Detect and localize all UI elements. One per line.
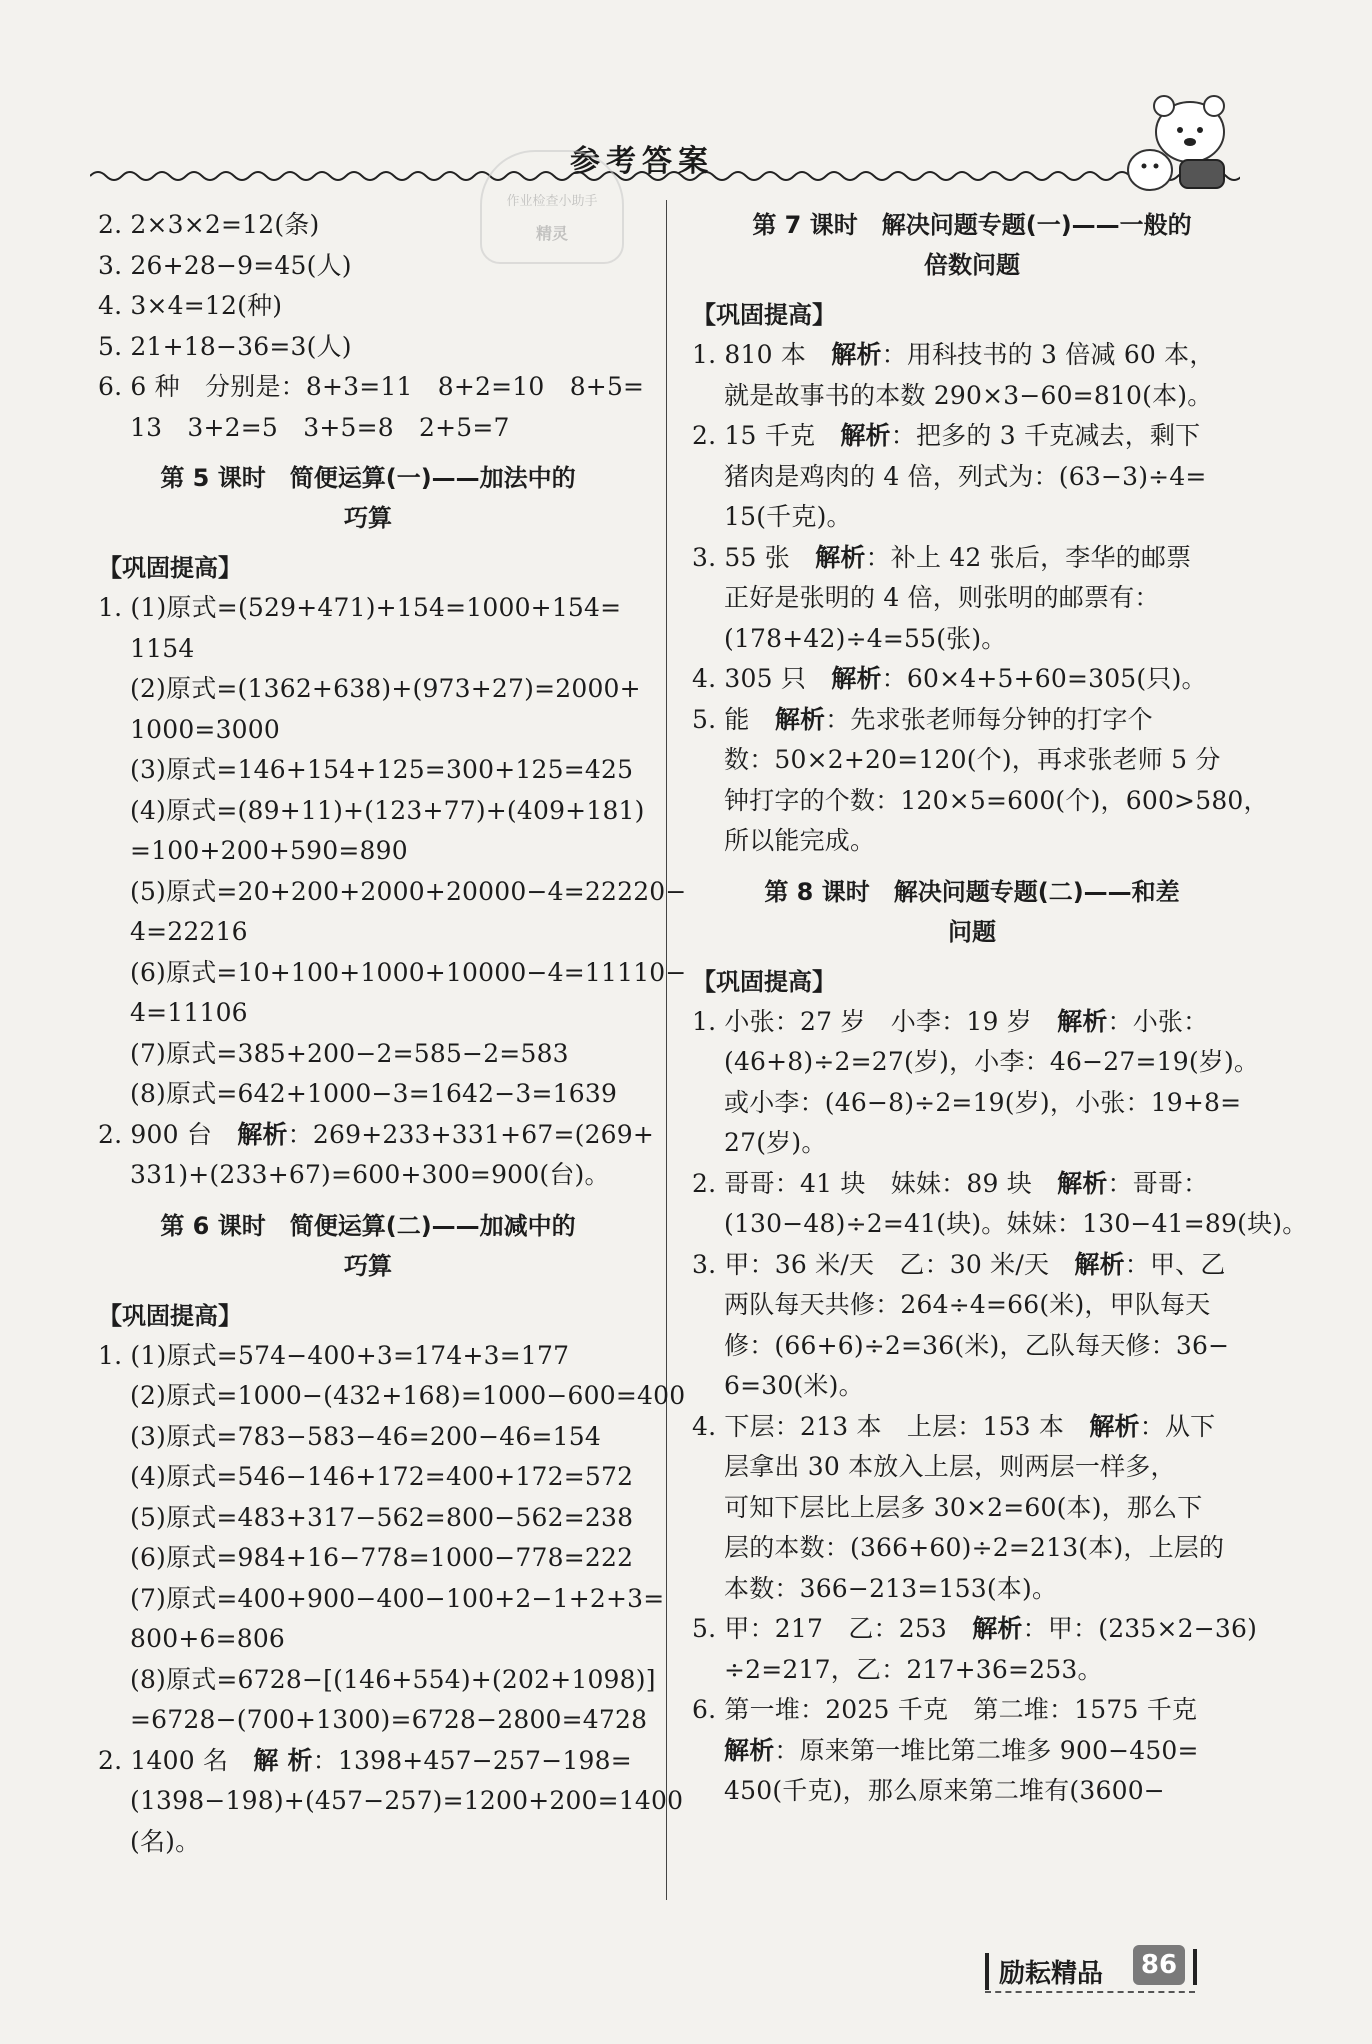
answer-value: 4. 下层：213 本 上层：153 本 xyxy=(692,1411,1090,1441)
answer-line: 正好是张明的 4 倍，则张明的邮票有： xyxy=(724,583,1160,612)
answer-line xyxy=(692,335,1252,376)
analysis-label: 解析 xyxy=(831,664,882,693)
answer-line: 4=22216 xyxy=(130,917,248,946)
analysis-text: ：60×4+5+60=305(只)。 xyxy=(881,664,1207,693)
answer-line: 就是故事书的本数 290×3−60=810(本)。 xyxy=(724,380,1213,410)
lesson-heading: 倍数问题 xyxy=(924,251,1020,279)
page-number: 86 xyxy=(1133,1945,1185,1985)
analysis-label: 解析 xyxy=(237,1119,288,1149)
analysis-label: 解析 xyxy=(1057,1006,1108,1036)
footer-bar xyxy=(1193,1949,1197,1985)
answer-line: (6)原式=984+16−778=1000−778=222 xyxy=(130,1543,634,1572)
answer-value: 1. 810 本 xyxy=(692,340,832,369)
answer-line: (4)原式=546−146+172=400+172=572 xyxy=(130,1462,634,1491)
answer-line: 6. 6 种 分别是：8+3=11 8+2=10 8+5= xyxy=(98,372,645,401)
answer-value: 3. 甲：36 米/天 乙：30 米/天 xyxy=(692,1249,1075,1279)
answer-line: =6728−(700+1300)=6728−2800=4728 xyxy=(130,1705,648,1734)
answer-line: 5. 21+18−36=3(人) xyxy=(98,331,352,361)
answer-line xyxy=(692,1164,1252,1205)
analysis-label: 解析 xyxy=(972,1614,1023,1643)
answer-line: 331)+(233+67)=600+300=900(台)。 xyxy=(130,1160,610,1189)
bear-mascot-icon xyxy=(1110,90,1250,200)
analysis-text: ：把多的 3 千克减去，剩下 xyxy=(890,421,1201,450)
brand-label: 励耘精品 xyxy=(985,1953,1103,1990)
answer-value: 5. 能 xyxy=(692,704,775,734)
answer-line xyxy=(692,659,1252,700)
answer-line: (46+8)÷2=27(岁)，小李：46−27=19(岁)。 xyxy=(724,1047,1260,1076)
analysis-label: 解析 xyxy=(724,1735,775,1765)
answer-line: 两队每天共修：264÷4=66(米)，甲队每天 xyxy=(724,1290,1211,1319)
analysis-text: ：甲、乙 xyxy=(1124,1249,1226,1279)
answer-line xyxy=(98,1741,638,1782)
lesson-heading: 第 5 课时 简便运算(一)——加法中的 xyxy=(160,464,576,492)
answer-line: 6. 第一堆：2025 千克 第二堆：1575 千克 xyxy=(692,1695,1198,1724)
analysis-text: ：从下 xyxy=(1139,1411,1216,1441)
answer-line: 猪肉是鸡肉的 4 倍，列式为：(63−3)÷4= xyxy=(724,461,1207,491)
answer-line xyxy=(692,416,1252,457)
answer-line: (6)原式=10+100+1000+10000−4=11110− xyxy=(130,957,687,987)
analysis-text: ：原来第一堆比第二堆多 900−450= xyxy=(774,1735,1199,1765)
answer-line: 1. (1)原式=574−400+3=174+3=177 xyxy=(98,1340,570,1370)
answer-value: 5. 甲：217 乙：253 xyxy=(692,1614,973,1643)
answer-line xyxy=(692,1731,1252,1772)
answer-line: (2)原式=(1362+638)+(973+27)=2000+ xyxy=(130,674,641,703)
answer-line xyxy=(692,1407,1252,1448)
analysis-label: 解 析 xyxy=(253,1745,313,1775)
answer-line: 800+6=806 xyxy=(130,1624,286,1653)
answer-value: 1. 小张：27 岁 小李：19 岁 xyxy=(692,1006,1058,1036)
answer-value: 2. 哥哥：41 块 妹妹：89 块 xyxy=(692,1168,1058,1198)
right-column xyxy=(692,205,1308,1812)
answer-line: 1154 xyxy=(130,633,195,663)
answer-value: 2. 15 千克 xyxy=(692,421,841,450)
footer-dashed-rule xyxy=(985,1991,1195,1993)
answer-line xyxy=(692,1609,1258,1650)
answer-line: (7)原式=400+900−400−100+2−1+2+3= xyxy=(130,1583,665,1613)
analysis-label: 解析 xyxy=(1089,1411,1140,1441)
lesson-heading: 第 6 课时 简便运算(二)——加减中的 xyxy=(160,1211,576,1240)
spacer xyxy=(98,1196,638,1206)
answer-line xyxy=(692,700,1252,741)
answer-line: (5)原式=483+317−562=800−562=238 xyxy=(130,1502,634,1532)
analysis-text: ：269+233+331+67=(269+ xyxy=(287,1119,655,1149)
column-divider xyxy=(666,200,667,1900)
answer-line: 钟打字的个数：120×5=600(个)，600>580， xyxy=(724,785,1269,815)
answer-line: ÷2=217，乙：217+36=253。 xyxy=(724,1654,1103,1684)
analysis-label: 解析 xyxy=(815,542,866,572)
left-column xyxy=(98,205,687,1862)
answer-line: (8)原式=6728−[(146+554)+(202+1098)] xyxy=(130,1664,656,1694)
section-heading: 【巩固提高】 xyxy=(692,967,836,996)
answer-line: (3)原式=783−583−46=200−46=154 xyxy=(130,1421,601,1451)
answer-line: (1398−198)+(457−257)=1200+200=1400 xyxy=(130,1786,684,1815)
answer-value: 2. 1400 名 xyxy=(98,1745,254,1775)
analysis-text: ：用科技书的 3 倍减 60 本， xyxy=(881,340,1215,369)
analysis-text: ：小张： xyxy=(1107,1006,1209,1036)
analysis-text: ：甲：(235×2−36) xyxy=(1022,1614,1258,1643)
answer-line: (8)原式=642+1000−3=1642−3=1639 xyxy=(130,1079,618,1108)
answer-line: (7)原式=385+200−2=585−2=583 xyxy=(130,1038,569,1068)
page-title: 参考答案 xyxy=(570,144,714,179)
section-heading: 【巩固提高】 xyxy=(98,554,242,582)
spacer xyxy=(98,448,638,458)
answer-line: 可知下层比上层多 30×2=60(本)，那么下 xyxy=(724,1492,1203,1522)
answer-line: 4. 3×4=12(种) xyxy=(98,291,283,320)
answer-line: (4)原式=(89+11)+(123+77)+(409+181) xyxy=(130,795,645,825)
answer-line: 3. 26+28−9=45(人) xyxy=(98,250,352,280)
answer-line: 或小李：(46−8)÷2=19(岁)，小张：19+8= xyxy=(724,1087,1242,1117)
analysis-text: ：补上 42 张后，李华的邮票 xyxy=(865,542,1192,572)
answer-line xyxy=(692,1245,1252,1286)
lesson-heading: 第 7 课时 解决问题专题(一)——一般的 xyxy=(752,211,1192,239)
answer-line: 1000=3000 xyxy=(130,714,280,744)
answer-line: (130−48)÷2=41(块)。妹妹：130−41=89(块)。 xyxy=(724,1209,1308,1238)
answer-line: 2. 2×3×2=12(条) xyxy=(98,210,320,239)
watermark-stamp: 作业检查小助手 精灵 xyxy=(480,150,624,264)
answer-line: (3)原式=146+154+125=300+125=425 xyxy=(130,755,634,784)
answer-value: 3. 55 张 xyxy=(692,542,816,572)
section-heading: 【巩固提高】 xyxy=(692,301,836,329)
analysis-text: ：哥哥： xyxy=(1107,1168,1209,1198)
answer-line: 4=11106 xyxy=(130,998,248,1027)
answer-line: 13 3+2=5 3+5=8 2+5=7 xyxy=(130,412,510,442)
answer-line xyxy=(692,1002,1252,1043)
answer-value: 4. 305 只 xyxy=(692,664,832,693)
answer-line: 层拿出 30 本放入上层，则两层一样多， xyxy=(724,1452,1176,1481)
answer-line: (名)。 xyxy=(130,1826,201,1856)
answer-line: (5)原式=20+200+2000+20000−4=22220− xyxy=(130,876,687,906)
answer-value: 2. 900 台 xyxy=(98,1119,238,1149)
answer-line: 15(千克)。 xyxy=(724,502,852,531)
answer-line xyxy=(692,538,1252,579)
analysis-text: ：1398+457−257−198= xyxy=(312,1745,632,1775)
analysis-label: 解析 xyxy=(1074,1249,1125,1279)
lesson-heading: 巧算 xyxy=(344,504,392,532)
lesson-heading: 巧算 xyxy=(344,1251,392,1280)
analysis-label: 解析 xyxy=(774,704,826,734)
answer-line xyxy=(98,1115,655,1156)
lesson-heading: 问题 xyxy=(948,917,996,946)
answer-line: =100+200+590=890 xyxy=(130,836,408,865)
analysis-label: 解析 xyxy=(840,421,891,450)
analysis-label: 解析 xyxy=(831,340,882,369)
answer-line: 修：(66+6)÷2=36(米)，乙队每天修：36− xyxy=(724,1330,1230,1360)
answer-line: 所以能完成。 xyxy=(724,826,876,855)
lesson-heading: 第 8 课时 解决问题专题(二)——和差 xyxy=(764,877,1180,906)
answer-line: 27(岁)。 xyxy=(724,1128,827,1157)
answer-line: 层的本数：(366+60)÷2=213(本)，上层的 xyxy=(724,1533,1225,1562)
analysis-text: ：先求张老师每分钟的打字个 xyxy=(825,704,1153,734)
answer-line: 1. (1)原式=(529+471)+154=1000+154= xyxy=(98,593,622,622)
answer-line: 本数：366−213=153(本)。 xyxy=(724,1573,1058,1603)
answer-line: 6=30(米)。 xyxy=(724,1371,864,1400)
answer-line: (2)原式=1000−(432+168)=1000−600=400 xyxy=(130,1381,686,1410)
section-heading: 【巩固提高】 xyxy=(98,1301,242,1330)
footer xyxy=(985,1945,1245,1995)
answer-line: (178+42)÷4=55(张)。 xyxy=(724,623,1007,653)
spacer xyxy=(692,862,1252,872)
analysis-label: 解析 xyxy=(1057,1168,1108,1198)
answer-line: 数：50×2+20=120(个)，再求张老师 5 分 xyxy=(724,745,1221,774)
header xyxy=(90,118,1240,198)
answer-line: 450(千克)，那么原来第二堆有(3600− xyxy=(724,1776,1165,1805)
